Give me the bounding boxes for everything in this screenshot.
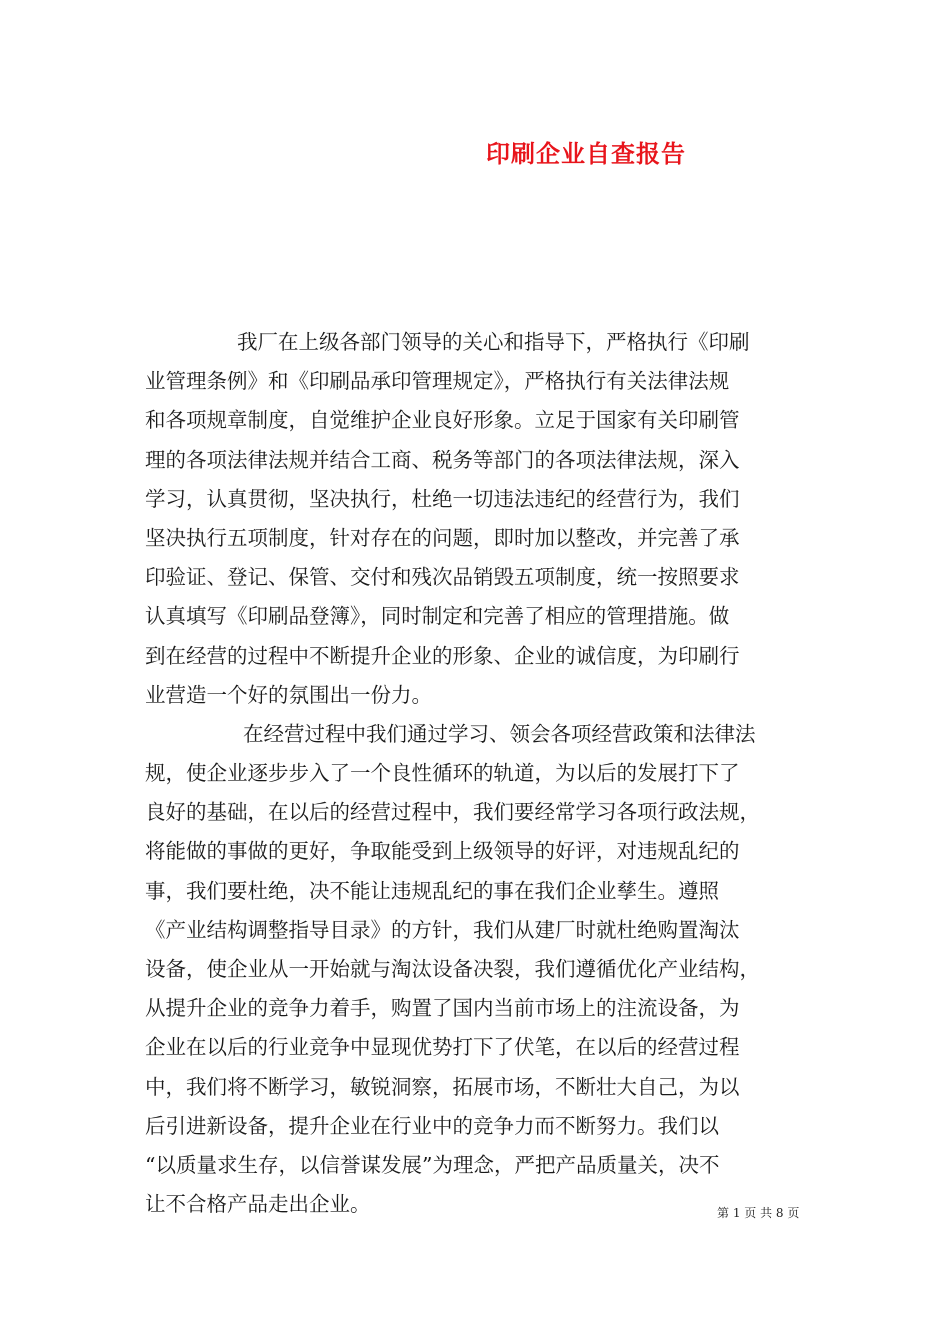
document-body [145, 323, 825, 1224]
paragraph-line: 坚决执行五项制度，针对存在的问题，即时加以整改，并完善了承 [145, 525, 740, 550]
paragraph-line: 在经营过程中我们通过学习、领会各项经营政策和法律法 [243, 721, 756, 746]
paragraph-2 [145, 715, 825, 1224]
paragraph-line: 设备，使企业从一开始就与淘汰设备决裂，我们遵循优化产业结构， [145, 957, 760, 981]
page-number-footer: 第 1 页 共 8 页 [717, 1206, 800, 1220]
paragraph-line: 业管理条例》和《印刷品承印管理规定》，严格执行有关法律法规 [145, 369, 730, 394]
paragraph-line: 良好的基础，在以后的经营过程中，我们要经常学习各项行政法规， [145, 800, 760, 825]
paragraph-line: 从提升企业的竞争力着手，购置了国内当前市场上的注流设备，为 [145, 996, 740, 1021]
paragraph-line: 《产业结构调整指导目录》的方针，我们从建厂时就杜绝购置淘汰 [145, 917, 740, 942]
paragraph-1 [145, 323, 825, 715]
paragraph-line: 后引进新设备，提升企业在行业中的竞争力而不断努力。我们以 [145, 1113, 719, 1138]
document-title: 印刷企业自查报告 [486, 139, 686, 168]
paragraph-line: 业营造一个好的氛围出一份力。 [145, 682, 432, 707]
paragraph-line: 将能做的事做的更好，争取能受到上级领导的好评，对违规乱纪的 [145, 839, 740, 864]
paragraph-line: 到在经营的过程中不断提升企业的形象、企业的诚信度，为印刷行 [145, 643, 740, 668]
paragraph-line: 和各项规章制度，自觉维护企业良好形象。立足于国家有关印刷管 [145, 408, 740, 433]
paragraph-line: 让不合格产品走出企业。 [145, 1192, 371, 1217]
paragraph-line: 企业在以后的行业竞争中显现优势打下了伏笔，在以后的经营过程 [145, 1035, 740, 1060]
paragraph-line: 我厂在上级各部门领导的关心和指导下，严格执行《印刷 [237, 330, 750, 354]
paragraph-line: 理的各项法律法规并结合工商、税务等部门的各项法律法规，深入 [145, 447, 740, 472]
paragraph-line: 中，我们将不断学习，敏锐洞察，拓展市场，不断壮大自己，为以 [145, 1074, 740, 1099]
paragraph-line: 规，使企业逐步步入了一个良性循环的轨道，为以后的发展打下了 [145, 761, 740, 786]
paragraph-line: 认真填写《印刷品登簿》，同时制定和完善了相应的管理措施。做 [145, 604, 730, 629]
paragraph-line: 学习，认真贯彻，坚决执行，杜绝一切违法违纪的经营行为，我们 [145, 486, 740, 511]
paragraph-line: “以质量求生存，以信誉谋发展”为理念，严把产品质量关，决不 [145, 1152, 720, 1177]
paragraph-line: 印验证、登记、保管、交付和残次品销毁五项制度，统一按照要求 [145, 565, 740, 590]
paragraph-line: 事，我们要杜绝，决不能让违规乱纪的事在我们企业孳生。遵照 [145, 878, 719, 903]
